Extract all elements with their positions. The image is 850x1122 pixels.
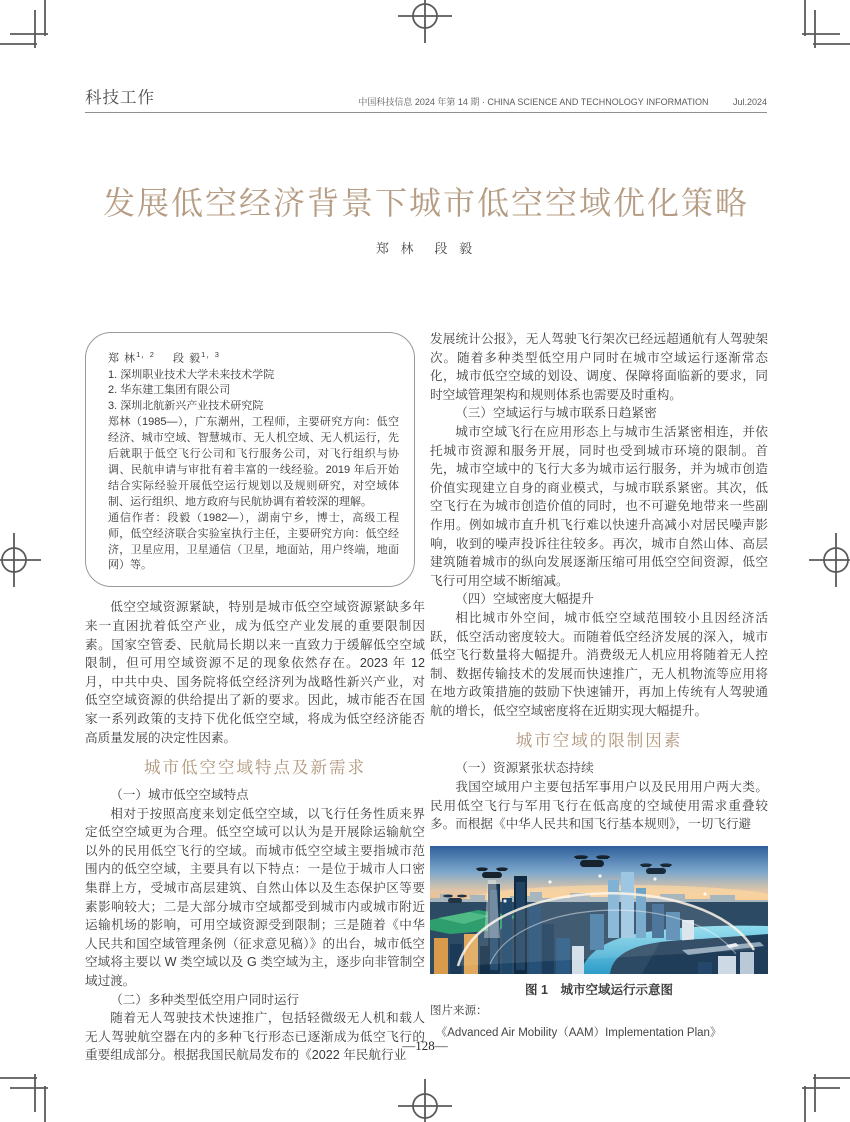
author-bio: 郑林（1985—），广东潮州，工程师，主要研究方向：低空经济、城市空域、智慧城市、无人机空域、无人机运行，先后就职于低空飞行公司和飞行服务公司，对飞行组织与协调、民航申请与审批有着丰富的一线经验。2019 年后开始结合实际经验开展低空运行规划以及规则研究，对空域体制、运行组织、地方政府与民航协调有着较深的理解。 bbox=[108, 416, 399, 508]
crop-mark bbox=[0, 1074, 48, 1122]
header-rule bbox=[85, 112, 767, 113]
figure-illustration bbox=[430, 846, 768, 974]
body-paragraph: 相比城市外空间，城市低空空域范围较小且因经济活跃，低空活动密度较大。而随着低空经济发展的深入，城市低空飞行数量将大幅提升。消费级无人机应用将随着无人控制、数据传输技术的发展而快速推广，无人机物流等应用将在地方政策措施的鼓励下快速铺开，再加上传统有人驾驶通航的增长，低空空域密度将在近期实现大幅提升。 bbox=[430, 610, 768, 718]
registration-mark bbox=[398, 0, 452, 43]
intro-paragraph: 低空空域资源紧缺，特别是城市低空空域资源紧缺多年来一直困扰着低空产业，成为低空产业发展的重要限制因素。国家空管委、民航局长期以来一直致力于缓解低空空域限制，但可用空域资源不足的现象依然存在。2023 年 12 月，中共中央、国务院将低空经济列为战略性新兴产业，对低空空域资源的供给提出了新的要求。因此，城市能否在国家一系列政策的支持下优化低空空域，将成为低空经济能否高质量发展的决定性因素。 bbox=[85, 600, 425, 745]
journal-title: 中国科技信息 2024 年第 14 期 · CHINA SCIENCE AND TECHNOLOGY INFORMATION bbox=[358, 97, 709, 107]
corresponding-author-note: 通信作者：段毅（1982—），湖南宁乡，博士，高级工程师，低空经济联合实验室执行主任，主要研究方向：低空经济，卫星应用，卫星通信（卫星，地面站，用户终端，地面网）等。 bbox=[108, 511, 399, 572]
author-info-box bbox=[85, 332, 415, 587]
affiliation-line: 3. 深圳北航新兴产业技术研究院 bbox=[108, 400, 264, 413]
registration-mark bbox=[398, 1079, 452, 1122]
figure-caption: 图 1 城市空域运行示意图 bbox=[525, 982, 673, 997]
crop-mark bbox=[802, 0, 850, 48]
page-header bbox=[85, 84, 767, 108]
body-paragraph-continued: 发展统计公报》，无人驾驶飞行架次已经远超通航有人驾驶架次。随着多种类型低空用户同时在城市空域运行逐渐常态化，城市低空空域的划设、调度、保障将面临新的要求，同时空域管理架构和规则体系也需要及时重构。 bbox=[430, 332, 768, 402]
subsection-heading: （三）空域运行与城市联系日趋紧密 bbox=[455, 406, 657, 421]
page-number: —128— bbox=[402, 1038, 448, 1053]
author-name: 郑 林 bbox=[108, 352, 137, 365]
author-affil-sup: 1，2 bbox=[136, 350, 155, 359]
article-title: 发展低空经济背景下城市低空空域优化策略 bbox=[102, 185, 749, 221]
subsection-heading: （一）资源紧张状态持续 bbox=[455, 761, 594, 776]
registration-mark bbox=[809, 533, 850, 587]
issue-date: Jul.2024 bbox=[732, 97, 767, 107]
crop-mark bbox=[0, 0, 48, 48]
header-journal-info bbox=[358, 95, 767, 108]
right-column bbox=[430, 330, 768, 1043]
section-heading: 城市低空空域特点及新需求 bbox=[144, 759, 366, 778]
body-paragraph: 城市空域飞行在应用形态上与城市生活紧密相连，并依托城市资源和服务开展，同时也受到城市环境的限制。首先，城市空域中的飞行大多为城市运行服务，并为城市创造价值实现建立自身的商业模式，与城市联系紧密。其次，低空飞行在为城市创造价值的同时，也不可避免地带来一些副作用。例如城市直升机飞行难以快速升高减小对居民噪声影响，收到的噪声投诉往往较多。再次，城市自然山体、高层建筑随着城市的纵向发展逐渐压缩可用低空空间资源，低空飞行可用空域不断缩减。 bbox=[430, 424, 768, 588]
body-paragraph: 随着无人驾驶技术快速推广，包括轻微级无人机和载人无人驾驶航空器在内的多种飞行形态已逐渐成为低空飞行的重要组成部分。根据我国民航局发布的《2022 年民航行业 bbox=[85, 1011, 425, 1063]
author-name: 段 毅 bbox=[173, 352, 202, 365]
figure-source-label: 图片来源： bbox=[430, 1005, 488, 1018]
author-names bbox=[108, 347, 399, 368]
subsection-heading: （四）空域密度大幅提升 bbox=[455, 592, 594, 607]
body-paragraph: 我国空域用户主要包括军事用户以及民用用户两大类。民用低空飞行与军用飞行在低高度的空域使用需求重叠较多。而根据《中华人民共和国飞行基本规则》，一切飞行避 bbox=[430, 780, 768, 832]
article-authors: 郑 林 段 毅 bbox=[375, 241, 477, 256]
left-column bbox=[85, 332, 425, 1065]
subsection-heading: （二）多种类型低空用户同时运行 bbox=[110, 992, 300, 1007]
section-heading: 城市空域的限制因素 bbox=[515, 732, 683, 751]
header-section-label: 科技工作 bbox=[85, 89, 155, 107]
author-affil-sup: 1，3 bbox=[201, 350, 220, 359]
affiliation-line: 2. 华东建工集团有限公司 bbox=[108, 384, 231, 397]
registration-mark bbox=[0, 533, 41, 587]
figure-source: 《Advanced Air Mobility（AAM）Implementation Plan》 bbox=[435, 1027, 722, 1040]
figure-1 bbox=[430, 846, 768, 1043]
crop-mark bbox=[802, 1074, 850, 1122]
affiliation-line: 1. 深圳职业技术大学未来技术学院 bbox=[108, 368, 275, 381]
body-paragraph: 相对于按照高度来划定低空空域，以飞行任务性质来界定低空空域更为合理。低空空域可以认为是开展除运输航空以外的民用低空飞行的空域。而城市低空空域主要指城市范围内的低空空域，主要具有以下特点：一是位于城市人口密集群上方，受城市高层建筑、自然山体以及生态保护区等要素影响较大；二是大部分城市空域都受到城市内或城市附近运输机场的影响，可用空域资源受到限制；三是随着《中华人民共和国空域管理条例（征求意见稿）》的出台，城市低空空域将主要以 W 类空域以及 G 类空域为主，逐步向非管制空域过渡。 bbox=[85, 806, 425, 989]
subsection-heading: （一）城市低空空域特点 bbox=[110, 788, 249, 803]
